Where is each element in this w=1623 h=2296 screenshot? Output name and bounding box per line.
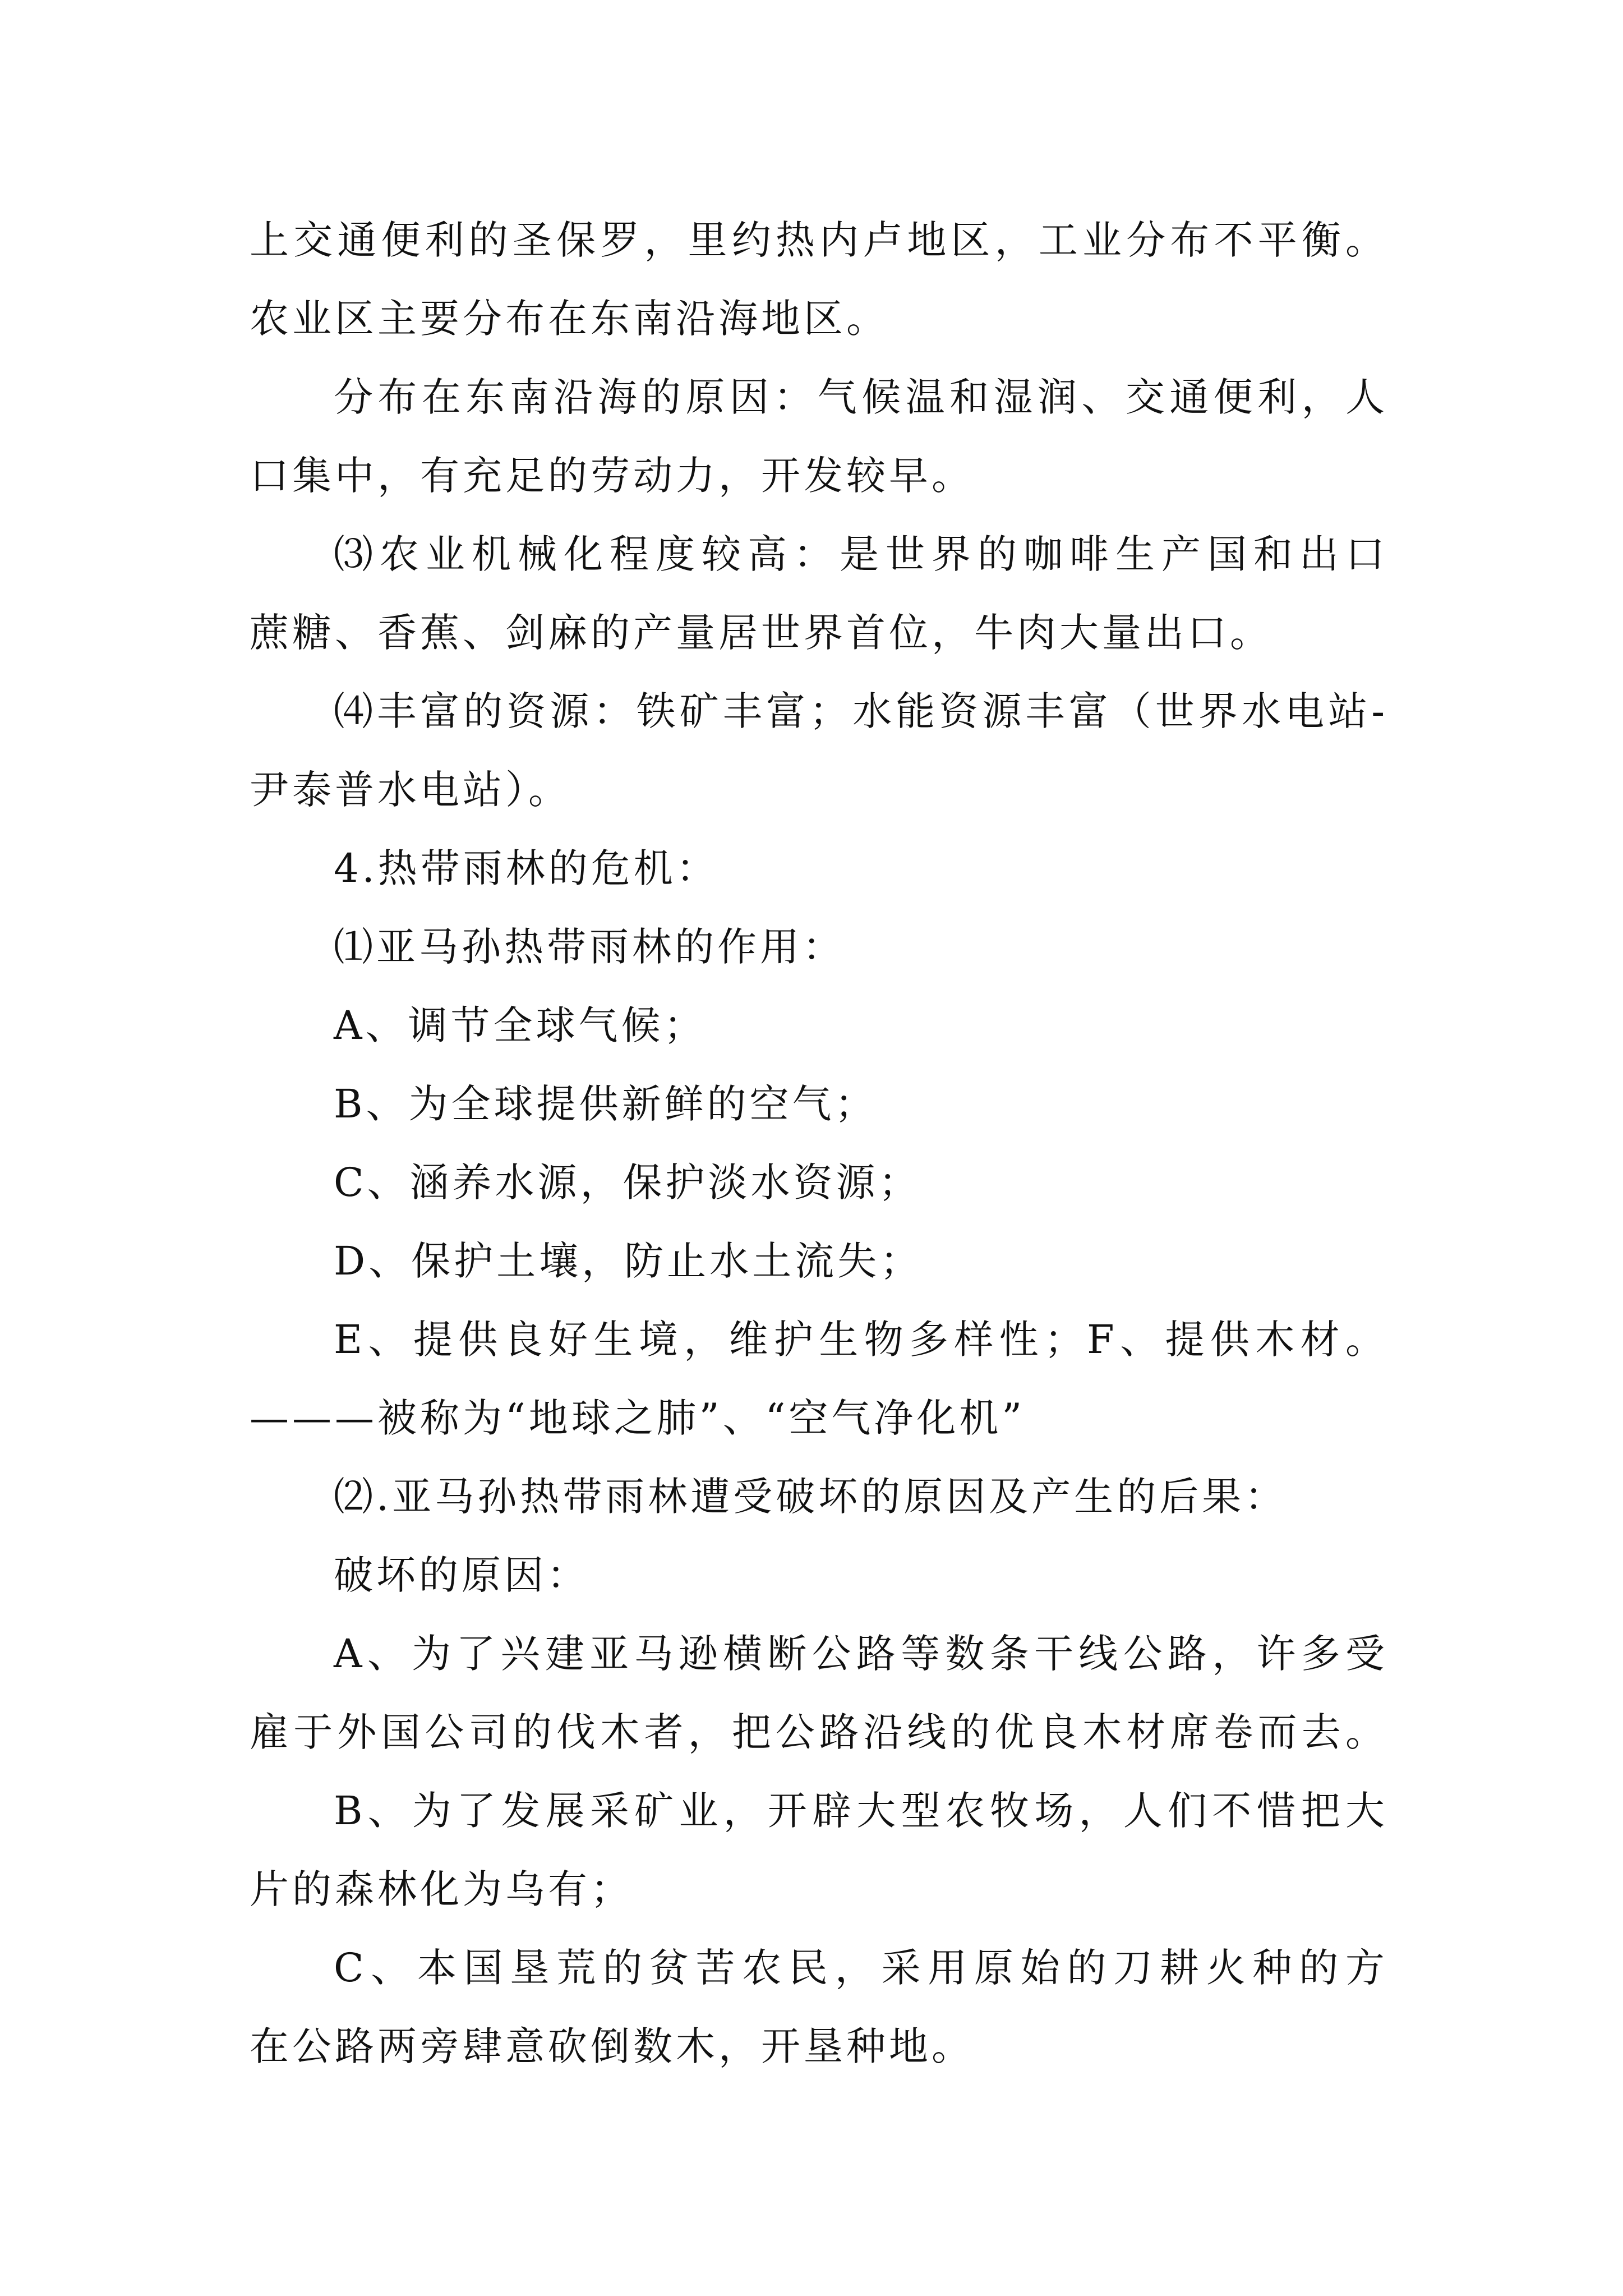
text-line: 口集中，有充足的劳动力，开发较早。 — [250, 453, 974, 499]
text-line: ⑶农业机械化程度较高：是世界的咖啡生产国和出口 — [334, 531, 1388, 577]
list-item: E、提供良好生境，维护生物多样性；F、提供木材。 — [334, 1317, 1388, 1363]
document-body — [250, 201, 1388, 2086]
text-line: ———被称为“地球之肺”、“空气净化机” — [250, 1395, 1026, 1441]
list-item: D、保护土壤，防止水土流失； — [334, 1238, 923, 1284]
subsection-heading: ⑴亚马孙热带雨林的作用： — [334, 924, 845, 970]
list-item: A、调节全球气候； — [334, 1002, 707, 1048]
list-item: A、为了兴建亚马逊横断公路等数条干线公路，许多受 — [334, 1631, 1388, 1677]
text-line: 农业区主要分布在东南沿海地区。 — [250, 296, 889, 342]
text-line: ⑷丰富的资源：铁矿丰富；水能资源丰富（世界水电站- — [334, 688, 1388, 734]
text-line: 雇于外国公司的伐木者，把公路沿线的优良木材席卷而去。 — [250, 1709, 1388, 1755]
list-item: C、本国垦荒的贫苦农民，采用原始的刀耕火种的方 — [334, 1945, 1388, 1991]
text-line: 蔗糖、香蕉、剑麻的产量居世界首位，牛肉大量出口。 — [250, 610, 1272, 656]
text-line: 尹泰普水电站）。 — [250, 767, 571, 813]
list-item: C、涵养水源，保护淡水资源； — [334, 1159, 921, 1205]
text-line: 在公路两旁肆意砍倒数木，开垦种地。 — [250, 2023, 974, 2069]
section-heading: 4.热带雨林的危机： — [334, 845, 719, 891]
list-item: B、为了发展采矿业，开辟大型农牧场，人们不惜把大 — [334, 1788, 1388, 1834]
text-line: 上交通便利的圣保罗，里约热内卢地区，工业分布不平衡。 — [250, 217, 1388, 263]
list-item: B、为全球提供新鲜的空气； — [334, 1081, 878, 1127]
text-line: 分布在东南沿海的原因：气候温和湿润、交通便利，人 — [334, 374, 1388, 420]
subsection-heading: ⑵.亚马孙热带雨林遭受破坏的原因及产生的后果： — [334, 1474, 1288, 1520]
text-line: 破坏的原因： — [334, 1552, 589, 1598]
text-line: 片的森林化为乌有； — [250, 1866, 633, 1912]
